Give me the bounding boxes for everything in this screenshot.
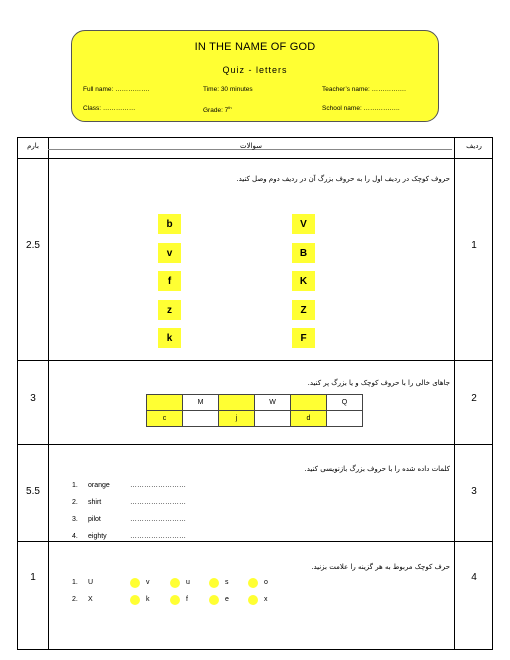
q3-answer-blank[interactable]: ……………………: [130, 482, 186, 489]
q4-item-number: 2.: [72, 596, 78, 603]
q3-item-number: 3.: [72, 516, 78, 523]
q2-letter-cell: d: [291, 411, 327, 427]
q1-lowercase-letter: b: [158, 214, 181, 234]
q1-lowercase-letter: v: [158, 243, 181, 263]
q4-option-letter: o: [264, 579, 268, 586]
q3-word: pilot: [88, 516, 101, 523]
column-divider: [48, 138, 49, 649]
q3-number: 3: [471, 486, 477, 497]
q2-blank-cell[interactable]: [219, 395, 255, 411]
full-name-field: Full name: …………….: [83, 86, 150, 93]
q4-item-number: 1.: [72, 579, 78, 586]
q2-letter-cell: c: [147, 411, 183, 427]
time-field: Time: 30 minutes: [203, 86, 253, 93]
q2-number: 2: [471, 393, 477, 404]
q2-letter-cell: M: [183, 395, 219, 411]
q1-instruction: حروف کوچک در ردیف اول را به حروف بزرگ آن در ردیف دوم وصل کنید.: [236, 175, 450, 183]
q4-option-bubble[interactable]: [170, 578, 180, 588]
page-title: IN THE NAME OF GOD: [194, 41, 316, 53]
q3-word: orange: [88, 482, 110, 489]
q2-instruction: جاهای خالی را با حروف کوچک و یا بزرگ پر کنید.: [307, 379, 450, 387]
q3-item: [72, 533, 186, 540]
quiz-header: [71, 30, 439, 122]
q1-uppercase-letter: F: [292, 328, 315, 348]
q4-instruction: حرف کوچک مربوط به هر گزینه را علامت بزنید.: [311, 563, 450, 571]
q1-lowercase-letter: k: [158, 328, 181, 348]
q3-item-number: 1.: [72, 482, 78, 489]
questions-column-header: سوالات: [239, 142, 262, 150]
q2-letter-cell: W: [255, 395, 291, 411]
row-divider: [18, 444, 492, 445]
q4-option-bubble[interactable]: [209, 578, 219, 588]
q1-uppercase-letter: Z: [292, 300, 315, 320]
q4-uppercase-letter: X: [88, 596, 93, 603]
q2-letter-cell: j: [219, 411, 255, 427]
row-divider: [18, 541, 492, 542]
q4-option-bubble[interactable]: [130, 578, 140, 588]
q4-number: 4: [471, 572, 477, 583]
q4-option-letter: x: [264, 596, 268, 603]
school-name-field: School name: ……………..: [322, 105, 400, 112]
teacher-name-field: Teacher’s name: …………….: [322, 86, 406, 93]
q4-option-letter: s: [225, 579, 229, 586]
q4-option-letter: f: [186, 596, 188, 603]
q2-blank-cell[interactable]: [255, 411, 291, 427]
q3-word: eighty: [88, 533, 107, 540]
q1-uppercase-letter: K: [292, 271, 315, 291]
q4-uppercase-letter: U: [88, 579, 94, 586]
q4-option-letter: v: [146, 579, 150, 586]
q4-option-bubble[interactable]: [170, 595, 180, 605]
q4-option-letter: e: [225, 596, 229, 603]
column-divider: [454, 138, 455, 649]
quiz-subtitle: Quiz - letters: [222, 65, 288, 75]
q1-uppercase-letter: B: [292, 243, 315, 263]
q3-item: [72, 499, 186, 506]
grade-text: Grade: 7: [203, 107, 229, 115]
class-field: Class: ……………: [83, 105, 136, 112]
q3-word: shirt: [88, 499, 102, 506]
row-column-header: ردیف: [466, 142, 482, 150]
q3-item: [72, 482, 186, 489]
grade-suffix: th: [228, 105, 232, 110]
q2-lowercase-row: [147, 411, 363, 427]
q2-uppercase-row: [147, 395, 363, 411]
q4-option-bubble[interactable]: [248, 595, 258, 605]
q4-option-letter: k: [146, 596, 150, 603]
q4-option-bubble[interactable]: [209, 595, 219, 605]
q3-score: 5.5: [26, 486, 40, 497]
q3-item-number: 2.: [72, 499, 78, 506]
q1-lowercase-letter: f: [158, 271, 181, 291]
q2-blank-cell[interactable]: [183, 411, 219, 427]
q2-score: 3: [30, 393, 36, 404]
q4-option-letter: u: [186, 579, 190, 586]
q3-item-number: 4.: [72, 533, 78, 540]
q3-item: [72, 516, 186, 523]
score-column-header: بارم: [27, 142, 39, 150]
q3-instruction: کلمات داده شده را با حروف بزرگ بازنویسی کنید.: [304, 465, 450, 473]
q4-option-bubble[interactable]: [130, 595, 140, 605]
row-divider: [18, 158, 492, 159]
q4-option-bubble[interactable]: [248, 578, 258, 588]
q4-score: 1: [30, 572, 36, 583]
row-divider: [18, 360, 492, 361]
q2-blank-cell[interactable]: [147, 395, 183, 411]
q1-uppercase-letter: V: [292, 214, 315, 234]
q3-answer-blank[interactable]: ……………………: [130, 499, 186, 506]
q3-answer-blank[interactable]: ……………………: [130, 516, 186, 523]
q2-letter-cell: Q: [327, 395, 363, 411]
q1-number: 1: [471, 240, 477, 251]
q2-letter-grid: [146, 394, 363, 427]
q2-blank-cell[interactable]: [327, 411, 363, 427]
q1-lowercase-letter: z: [158, 300, 181, 320]
q2-blank-cell[interactable]: [291, 395, 327, 411]
q1-score: 2.5: [26, 240, 40, 251]
q3-answer-blank[interactable]: ……………………: [130, 533, 186, 540]
grade-field: [203, 105, 232, 114]
